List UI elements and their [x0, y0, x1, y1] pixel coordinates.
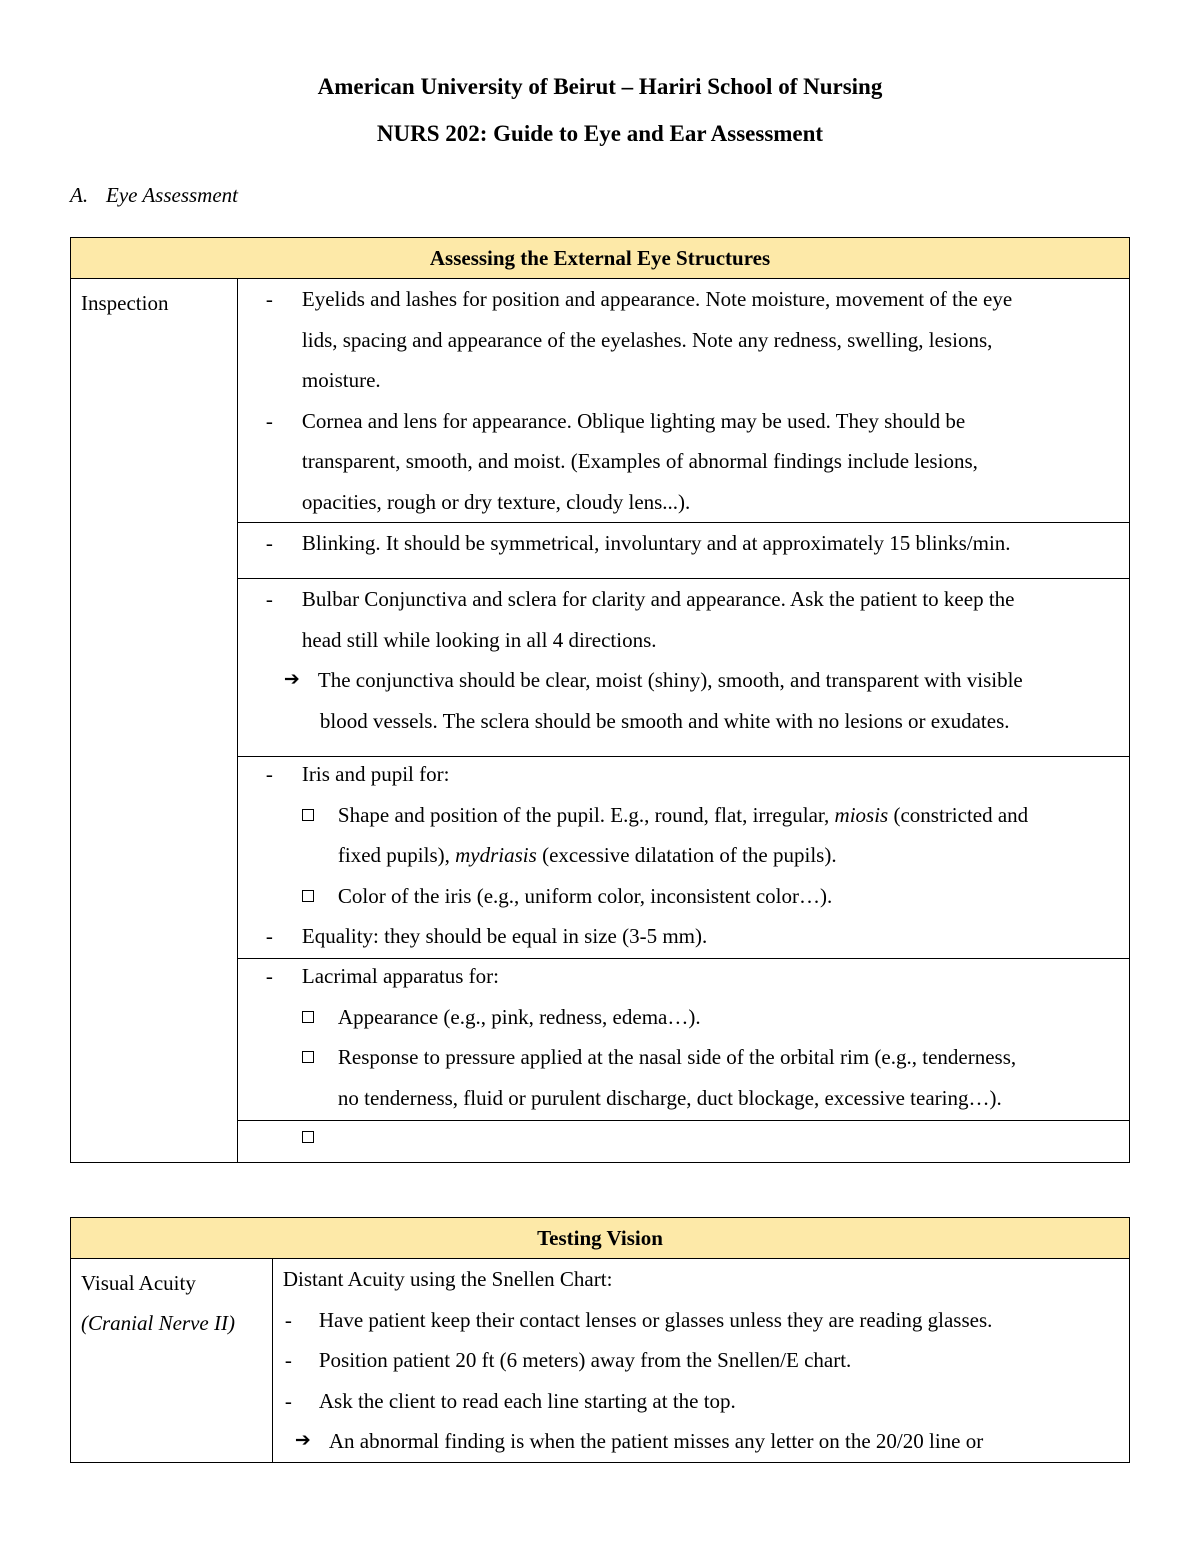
table-row: - Lacrimal apparatus for: Appearance (e.g., pink, redness, edema…). Response to pressure applied at the nasal side of the orbital rim (e.g., tenderness, no tenderness, fluid or purulent discharge, duct blockage, excessive tearing…). — [237, 959, 1129, 1121]
list-item: - Equality: they should be equal in size (3-5 mm). — [265, 924, 708, 948]
table-row: - Eyelids and lashes for position and appearance. Note moisture, movement of the eye lids, spacing and appearance of the eyelashes. Note any redness, swelling, lesions, moisture. - Cornea and lens for appearance. Oblique lighting may be used. They should be transparent, smooth, and moist. (Examples of abnormal findings include lesions, opacities, rough or dry texture, cloudy lens...). — [237, 279, 1129, 523]
external-eye-table — [70, 237, 1130, 1163]
bullet-item — [238, 1121, 1113, 1162]
table-row: - Iris and pupil for: Shape and position of the pupil. E.g., round, flat, irregular, miosis (constricted and fixed pupils), mydriasis (excessive dilatation of the pupils). Color of the iris (e.g., uniform color, inconsistent color…). - Equality: they should be equal in size (3-5 mm). — [237, 757, 1129, 959]
table-heading: Testing Vision — [71, 1218, 1130, 1259]
arrow-item: ➔ The conjunctiva should be clear, moist (shiny), smooth, and transparent with visible — [238, 660, 1113, 701]
list-item: - Bulbar Conjunctiva and sclera for clarity and appearance. Ask the patient to keep the — [265, 587, 1015, 611]
list-item: - Iris and pupil for: — [265, 762, 450, 786]
list-item: - Eyelids and lashes for position and appearance. Note moisture, movement of the eye — [265, 287, 1013, 311]
table-row: Distant Acuity using the Snellen Chart: - Have patient keep their contact lenses or glasses unless they are reading glasses. - Position patient 20 ft (6 meters) away from the Snellen/E chart. - Ask the client to read each line starting at the top. ➔ An abnormal finding is when the patient misses any letter on the 20/20 line or — [272, 1259, 1129, 1463]
list-item: - Ask the client to read each line starting at the top. — [284, 1388, 736, 1413]
table-row — [237, 1121, 1129, 1163]
bullet-item: Response to pressure applied at the nasal side of the orbital rim (e.g., tenderness, — [238, 1037, 1113, 1078]
arrow-item: ➔ An abnormal finding is when the patient misses any letter on the 20/20 line or — [273, 1421, 1113, 1462]
section-title: Eye Assessment — [106, 183, 238, 207]
table-row — [237, 523, 1129, 579]
arrow-icon: ➔ — [283, 669, 300, 690]
square-bullet-icon — [302, 1131, 314, 1143]
list-item: - Blinking. It should be symmetrical, involuntary and at approximately 15 blinks/min. — [265, 531, 1011, 555]
square-bullet-icon — [302, 1011, 314, 1023]
cranial-nerve-label: (Cranial Nerve II) — [81, 1311, 235, 1335]
inspection-label: Inspection — [71, 279, 238, 1163]
section-number: A. — [70, 183, 89, 207]
course-title: NURS 202: Guide to Eye and Ear Assessment — [376, 121, 824, 146]
arrow-icon: ➔ — [294, 1430, 311, 1451]
table-heading: Assessing the External Eye Structures — [71, 238, 1130, 279]
list-item: - Cornea and lens for appearance. Oblique lighting may be used. They should be — [265, 408, 966, 433]
table-row: - Bulbar Conjunctiva and sclera for clarity and appearance. Ask the patient to keep the head still while looking in all 4 directions. ➔ The conjunctiva should be clear, moist (shiny), smooth, and transparent with visible blood vessels. The sclera should be smooth and white with no lesions or exudates. — [237, 579, 1129, 757]
list-item: - Position patient 20 ft (6 meters) away from the Snellen/E chart. — [284, 1348, 852, 1372]
bullet-item: Color of the iris (e.g., uniform color, inconsistent color…). — [238, 876, 1113, 917]
square-bullet-icon — [302, 890, 314, 902]
list-item: - Lacrimal apparatus for: — [265, 964, 499, 988]
bullet-item: Appearance (e.g., pink, redness, edema…). — [238, 997, 1113, 1038]
bullet-item: Shape and position of the pupil. E.g., round, flat, irregular, miosis (constricted and — [238, 795, 1113, 836]
square-bullet-icon — [302, 809, 314, 821]
square-bullet-icon — [302, 1051, 314, 1063]
section-heading — [70, 183, 238, 208]
list-item: - Have patient keep their contact lenses or glasses unless they are reading glasses. — [284, 1307, 993, 1332]
document-title: American University of Beirut – Hariri School of Nursing — [317, 74, 883, 99]
testing-vision-table — [70, 1217, 1130, 1463]
visual-acuity-label: Visual Acuity (Cranial Nerve II) — [71, 1259, 273, 1463]
